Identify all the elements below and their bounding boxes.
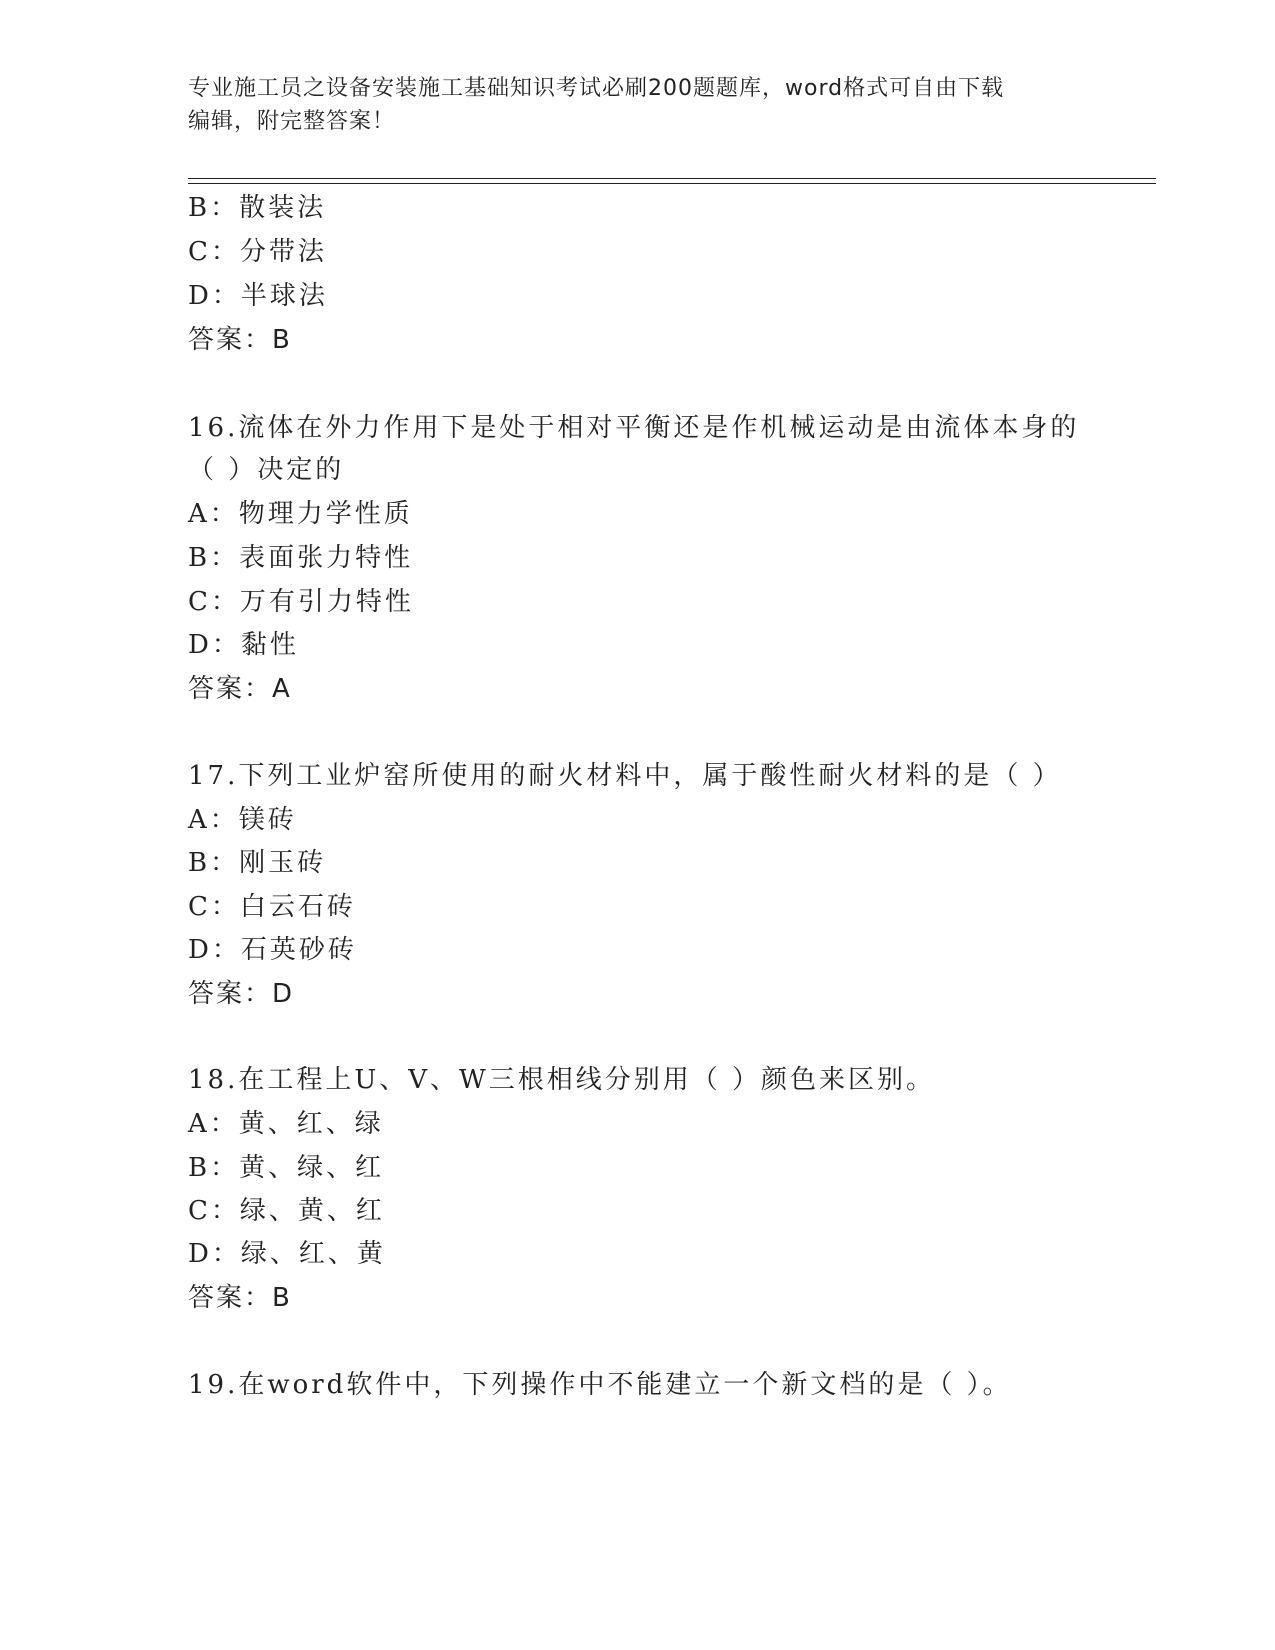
q18-option-d: D：绿、红、黄 [188,1239,386,1269]
q17-option-b: B：刚玉砖 [188,848,327,878]
q18-answer: 答案：B [188,1283,292,1313]
q16-option-b: B：表面张力特性 [188,543,414,573]
q16-option-a: A：物理力学性质 [188,499,413,529]
q16-stem-line2: （ ）决定的 [188,455,345,485]
q18-option-b: B：黄、绿、红 [188,1153,385,1183]
header-divider-top [188,178,1156,179]
q17-option-c: C：白云石砖 [188,892,356,922]
q18-option-a: A：黄、红、绿 [188,1109,384,1139]
header-title-line2: 编辑，附完整答案！ [188,109,396,134]
document-header [188,72,1068,138]
q17-option-a: A：镁砖 [188,805,297,835]
q16-option-d: D：黏性 [188,630,299,660]
q19-stem: 19.在word软件中，下列操作中不能建立一个新文档的是（ ）。 [188,1370,1012,1400]
q15-option-c: C：分带法 [188,237,327,267]
q15-option-b: B：散装法 [188,193,327,223]
q17-option-d: D：石英砂砖 [188,935,357,965]
q15-answer: 答案：B [188,325,292,355]
q16-answer: 答案：A [188,674,292,704]
q18-option-c: C：绿、黄、红 [188,1196,385,1226]
q15-option-d: D：半球法 [188,281,328,311]
header-divider-bottom [188,183,1156,184]
q17-answer: 答案：D [188,979,295,1009]
q17-stem: 17.下列工业炉窑所使用的耐火材料中，属于酸性耐火材料的是（ ） [188,761,1062,791]
header-title-line1: 专业施工员之设备安装施工基础知识考试必刷200题题库，word格式可自由下载 [188,76,1005,101]
q16-stem-line1: 16.流体在外力作用下是处于相对平衡还是作机械运动是由流体本身的 [188,413,1080,443]
q16-option-c: C：万有引力特性 [188,587,414,617]
q18-stem: 18.在工程上U、V、W三根相线分别用（ ）颜色来区别。 [188,1065,936,1095]
